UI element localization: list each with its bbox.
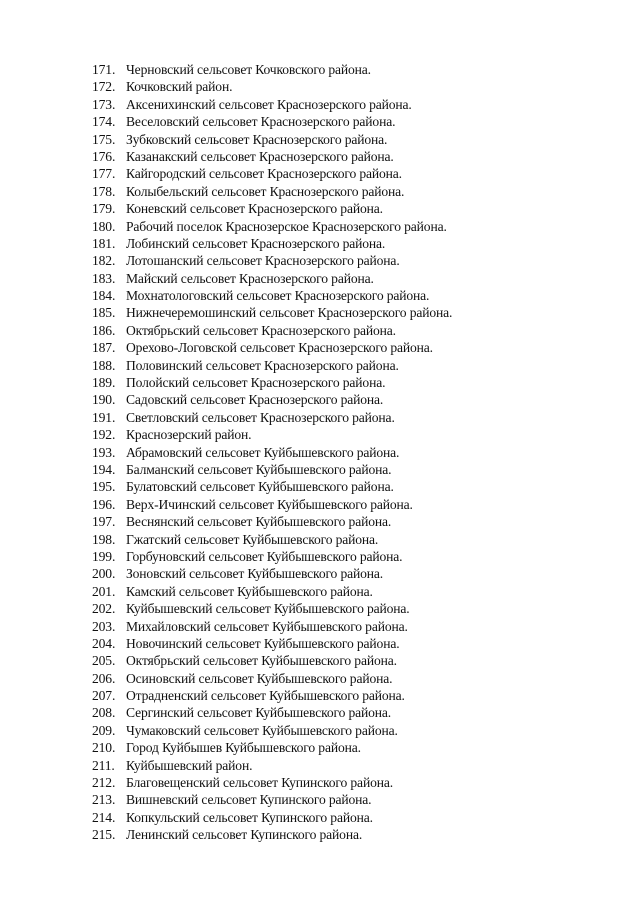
list-item-text: Черновский сельсовет Кочковского района. bbox=[126, 62, 371, 77]
list-item bbox=[92, 339, 612, 356]
list-item-number: 195. bbox=[92, 479, 116, 495]
list-item-number: 215. bbox=[92, 827, 116, 843]
list-item-number: 200. bbox=[92, 566, 116, 582]
list-item bbox=[92, 687, 612, 704]
list-item bbox=[92, 809, 612, 826]
list-item bbox=[92, 757, 612, 774]
list-item-number: 211. bbox=[92, 757, 115, 773]
list-item bbox=[92, 61, 612, 78]
list-item-number: 179. bbox=[92, 201, 116, 217]
list-item-number: 190. bbox=[92, 392, 116, 408]
list-item bbox=[92, 235, 612, 252]
list-item bbox=[92, 131, 612, 148]
list-item bbox=[92, 565, 612, 582]
list-item bbox=[92, 270, 612, 287]
list-item bbox=[92, 200, 612, 217]
list-item-number: 192. bbox=[92, 427, 116, 443]
list-item-number: 201. bbox=[92, 583, 116, 599]
list-item-text: Лобинский сельсовет Краснозерского района. bbox=[126, 235, 386, 251]
list-item-number: 196. bbox=[92, 496, 116, 512]
list-item-number: 174. bbox=[92, 114, 116, 130]
list-item-text: Зубковский сельсовет Краснозерского района. bbox=[126, 131, 388, 147]
list-item-number: 188. bbox=[92, 357, 116, 373]
list-item-number: 184. bbox=[92, 288, 116, 304]
list-item-text: Колыбельский сельсовет Краснозерского района. bbox=[126, 183, 405, 199]
list-item bbox=[92, 409, 612, 426]
list-item bbox=[92, 304, 612, 321]
list-item-text: Осиновский сельсовет Куйбышевского района. bbox=[126, 670, 393, 686]
list-item bbox=[92, 218, 612, 235]
numbered-list bbox=[92, 61, 612, 844]
list-item-number: 191. bbox=[92, 409, 116, 425]
list-item-text: Чумаковский сельсовет Куйбышевского района. bbox=[126, 722, 398, 738]
list-item-text: Полойский сельсовет Краснозерского района. bbox=[126, 375, 386, 391]
list-item bbox=[92, 78, 612, 95]
list-item-number: 198. bbox=[92, 531, 116, 547]
list-item-number: 189. bbox=[92, 375, 116, 391]
list-item-text: Вишневский сельсовет Купинского района. bbox=[126, 792, 372, 808]
list-item bbox=[92, 287, 612, 304]
list-item-text: Куйбышевский район. bbox=[126, 757, 253, 773]
list-item bbox=[92, 704, 612, 721]
list-item-text: Балманский сельсовет Куйбышевского района. bbox=[126, 461, 392, 477]
list-item bbox=[92, 357, 612, 374]
list-item-text: Октябрьский сельсовет Краснозерского района. bbox=[126, 322, 396, 338]
list-item-number: 209. bbox=[92, 722, 116, 738]
list-item bbox=[92, 826, 612, 843]
list-item-number: 172. bbox=[92, 79, 116, 95]
list-item bbox=[92, 774, 612, 791]
list-item-number: 173. bbox=[92, 96, 116, 112]
list-item-number: 203. bbox=[92, 618, 116, 634]
list-item bbox=[92, 548, 612, 565]
list-item-text: Аксенихинский сельсовет Краснозерского района. bbox=[126, 96, 412, 112]
list-item-text: Камский сельсовет Куйбышевского района. bbox=[126, 583, 373, 599]
list-item bbox=[92, 374, 612, 391]
list-item bbox=[92, 652, 612, 669]
list-item-text: Веселовский сельсовет Краснозерского района. bbox=[126, 114, 396, 130]
list-item bbox=[92, 791, 612, 808]
list-item-text: Орехово-Логовской сельсовет Краснозерского района. bbox=[126, 340, 433, 356]
list-item-text: Казанакский сельсовет Краснозерского района. bbox=[126, 148, 394, 164]
list-item-text: Отрадненский сельсовет Куйбышевского района. bbox=[126, 688, 405, 704]
list-item-text: Рабочий поселок Краснозерское Краснозерского района. bbox=[126, 218, 447, 234]
list-item-text: Копкульский сельсовет Купинского района. bbox=[126, 809, 373, 825]
list-item-text: Новочинский сельсовет Куйбышевского района. bbox=[126, 635, 400, 651]
list-item-number: 213. bbox=[92, 792, 116, 808]
list-item-text: Садовский сельсовет Краснозерского района. bbox=[126, 392, 384, 408]
list-item-number: 171. bbox=[92, 62, 116, 77]
list-item-number: 186. bbox=[92, 322, 116, 338]
list-item-text: Половинский сельсовет Краснозерского района. bbox=[126, 357, 399, 373]
list-item-number: 175. bbox=[92, 131, 116, 147]
list-item-number: 212. bbox=[92, 775, 116, 791]
list-item bbox=[92, 461, 612, 478]
list-item-text: Благовещенский сельсовет Купинского района. bbox=[126, 775, 393, 791]
list-item bbox=[92, 183, 612, 200]
list-item bbox=[92, 670, 612, 687]
list-item-number: 177. bbox=[92, 166, 116, 182]
list-item-text: Мохнатологовский сельсовет Краснозерского района. bbox=[126, 288, 430, 304]
list-item bbox=[92, 583, 612, 600]
list-item-number: 181. bbox=[92, 235, 116, 251]
list-item-text: Веснянский сельсовет Куйбышевского района. bbox=[126, 514, 392, 530]
list-item-number: 178. bbox=[92, 183, 116, 199]
list-item bbox=[92, 618, 612, 635]
list-item-text: Лотошанский сельсовет Краснозерского района. bbox=[126, 253, 400, 269]
list-item bbox=[92, 113, 612, 130]
list-item-text: Коневский сельсовет Краснозерского района. bbox=[126, 201, 383, 217]
list-item-number: 194. bbox=[92, 461, 116, 477]
list-item bbox=[92, 426, 612, 443]
list-item-text: Кайгородский сельсовет Краснозерского района. bbox=[126, 166, 402, 182]
list-item-number: 210. bbox=[92, 740, 116, 756]
list-item-text: Краснозерский район. bbox=[126, 427, 252, 443]
list-item-text: Нижнечеремошинский сельсовет Краснозерского района. bbox=[126, 305, 453, 321]
list-item bbox=[92, 496, 612, 513]
list-item bbox=[92, 531, 612, 548]
list-item-text: Абрамовский сельсовет Куйбышевского района. bbox=[126, 444, 400, 460]
list-item-text: Кочковский район. bbox=[126, 79, 233, 95]
list-item-number: 183. bbox=[92, 270, 116, 286]
list-item bbox=[92, 165, 612, 182]
list-item-text: Ленинский сельсовет Купинского района. bbox=[126, 827, 363, 843]
list-item-number: 185. bbox=[92, 305, 116, 321]
list-item-text: Горбуновский сельсовет Куйбышевского района. bbox=[126, 548, 403, 564]
list-item-text: Майский сельсовет Краснозерского района. bbox=[126, 270, 374, 286]
list-item-text: Булатовский сельсовет Куйбышевского района. bbox=[126, 479, 394, 495]
list-item-number: 214. bbox=[92, 809, 116, 825]
list-item-text: Город Куйбышев Куйбышевского района. bbox=[126, 740, 361, 756]
list-item-number: 202. bbox=[92, 601, 116, 617]
list-item-number: 182. bbox=[92, 253, 116, 269]
list-item-number: 205. bbox=[92, 653, 116, 669]
list-item bbox=[92, 252, 612, 269]
list-item-text: Куйбышевский сельсовет Куйбышевского района. bbox=[126, 601, 410, 617]
list-item bbox=[92, 739, 612, 756]
list-item-text: Верх-Ичинский сельсовет Куйбышевского района. bbox=[126, 496, 413, 512]
list-item bbox=[92, 513, 612, 530]
list-item-number: 187. bbox=[92, 340, 116, 356]
list-item-number: 199. bbox=[92, 548, 116, 564]
list-item-number: 180. bbox=[92, 218, 116, 234]
list-item-text: Зоновский сельсовет Куйбышевского района. bbox=[126, 566, 384, 582]
list-item-number: 197. bbox=[92, 514, 116, 530]
list-item-text: Михайловский сельсовет Куйбышевского района. bbox=[126, 618, 408, 634]
list-item-text: Октябрьский сельсовет Куйбышевского района. bbox=[126, 653, 397, 669]
list-item bbox=[92, 444, 612, 461]
list-item-number: 208. bbox=[92, 705, 116, 721]
list-item bbox=[92, 322, 612, 339]
list-item-number: 207. bbox=[92, 688, 116, 704]
list-item-text: Сергинский сельсовет Куйбышевского района. bbox=[126, 705, 392, 721]
list-item-text: Светловский сельсовет Краснозерского района. bbox=[126, 409, 395, 425]
list-item bbox=[92, 96, 612, 113]
list-item-number: 193. bbox=[92, 444, 116, 460]
list-item-number: 206. bbox=[92, 670, 116, 686]
list-item bbox=[92, 600, 612, 617]
list-item bbox=[92, 722, 612, 739]
list-item-text: Гжатский сельсовет Куйбышевского района. bbox=[126, 531, 379, 547]
list-item bbox=[92, 391, 612, 408]
list-item-number: 204. bbox=[92, 635, 116, 651]
list-item bbox=[92, 478, 612, 495]
list-item bbox=[92, 635, 612, 652]
list-item bbox=[92, 148, 612, 165]
list-item-number: 176. bbox=[92, 148, 116, 164]
